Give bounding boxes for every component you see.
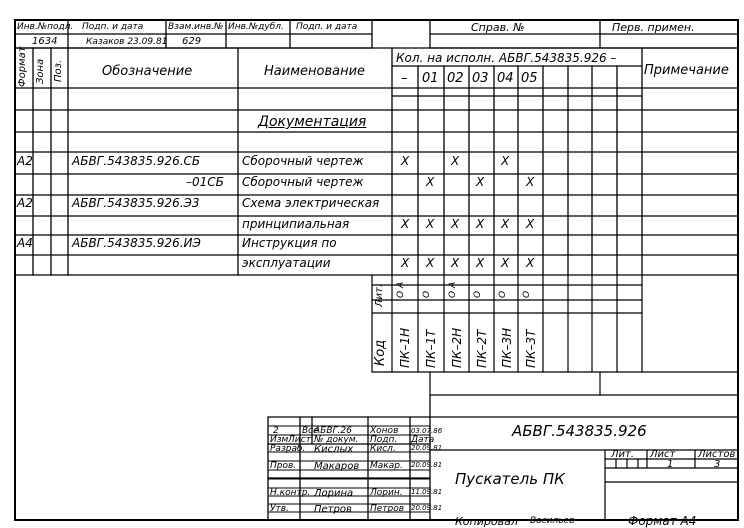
row-designation: АБВГ.543835.926.ИЭ bbox=[72, 236, 201, 250]
inv-podl-label: Инв.№подл. bbox=[17, 22, 74, 32]
person-sign: Макар. bbox=[370, 461, 403, 471]
variants-title: Кол. на исполн. АБВГ.543835.926 – bbox=[396, 51, 617, 65]
podp-data-label: Подп. и дата bbox=[82, 22, 144, 32]
row-name: Сборочный чертеж bbox=[242, 175, 364, 189]
row-name: эксплуатации bbox=[242, 256, 331, 270]
poz-header: Поз. bbox=[53, 59, 64, 82]
person-name: Лорина bbox=[314, 488, 354, 499]
lit-label: Лит. bbox=[374, 283, 385, 307]
row-mark: X bbox=[476, 175, 485, 189]
format-header: Формат bbox=[17, 46, 28, 87]
kod-label: Код bbox=[373, 339, 388, 366]
doc-number: АБВГ.543835.926 bbox=[512, 422, 647, 440]
vzam-inv-label: Взам.инв.№ bbox=[168, 22, 224, 32]
perv-primen-label: Перв. примен. bbox=[612, 21, 695, 34]
variant-header-3: 03 bbox=[472, 71, 489, 86]
row-designation: АБВГ.543835.926.СБ bbox=[72, 154, 201, 168]
variant-header-2: 02 bbox=[447, 71, 464, 86]
change-list: Все bbox=[302, 426, 319, 436]
tb-lit-label: Лит. bbox=[611, 449, 635, 460]
copied-sign: Васильев bbox=[530, 516, 575, 526]
person-date: 20.09.81 bbox=[411, 444, 443, 452]
person-name: Кислых bbox=[314, 444, 354, 455]
variant-header-4: 04 bbox=[497, 71, 514, 86]
format-label: Формат А4 bbox=[628, 514, 697, 528]
person-sign: Лорин. bbox=[370, 488, 403, 498]
zona-header: Зона bbox=[35, 58, 46, 84]
tb-sheets-label: Листов bbox=[698, 449, 736, 460]
name-header: Наименование bbox=[264, 64, 366, 79]
podp-data2-label: Подп. и дата bbox=[296, 22, 358, 32]
person-name: Макаров bbox=[314, 461, 360, 472]
podp-data-value: Казаков 23.09.81 bbox=[86, 37, 168, 47]
row-mark: X bbox=[426, 217, 435, 231]
row-name: Инструкция по bbox=[242, 236, 337, 250]
note-header: Примечание bbox=[644, 63, 729, 78]
variant-header-1: 01 bbox=[422, 71, 439, 86]
hdr-sign: Подп. bbox=[370, 435, 398, 445]
row-mark: X bbox=[501, 217, 510, 231]
row-mark: X bbox=[501, 154, 510, 168]
kod-value: ПК–3Н bbox=[500, 327, 514, 368]
change-sign: Хонов bbox=[370, 426, 399, 436]
copied-label: Копировал bbox=[455, 515, 518, 528]
tb-sheets-value: 3 bbox=[714, 459, 721, 470]
person-role: Пров. bbox=[270, 461, 297, 471]
product-name: Пускатель ПК bbox=[455, 470, 565, 488]
person-role: Утв. bbox=[270, 504, 289, 514]
vzam-inv-value: 629 bbox=[182, 36, 202, 47]
hdr-list: Лист bbox=[288, 435, 311, 445]
row-name: принципиальная bbox=[242, 217, 350, 231]
person-sign: Кисл. bbox=[370, 444, 396, 454]
kod-value: ПК–3Т bbox=[524, 329, 538, 368]
kod-value: ПК–2Т bbox=[475, 329, 489, 368]
row-format: A4 bbox=[17, 236, 33, 250]
row-mark: X bbox=[476, 256, 485, 270]
change-izm: 2 bbox=[273, 426, 279, 436]
person-date: 20.09.81 bbox=[411, 461, 443, 469]
row-name: Сборочный чертеж bbox=[242, 154, 364, 168]
row-mark: X bbox=[526, 217, 535, 231]
person-sign: Петров bbox=[370, 504, 405, 514]
person-date: 11.09.81 bbox=[411, 488, 443, 496]
change-date: 03.07.86 bbox=[411, 427, 443, 435]
hdr-date: Дата bbox=[411, 435, 435, 445]
inv-podl-value: 1634 bbox=[32, 36, 58, 47]
row-format: A2 bbox=[17, 196, 33, 210]
kod-value: ПК–1Н bbox=[398, 327, 412, 368]
variant-header-5: 05 bbox=[521, 71, 538, 86]
hdr-doc: № докум. bbox=[314, 435, 359, 445]
kod-value: ПК–1Т bbox=[424, 329, 438, 368]
row-mark: X bbox=[451, 217, 460, 231]
lit-value: О А bbox=[396, 281, 406, 298]
person-name: Петров bbox=[314, 504, 352, 515]
person-date: 20.09.81 bbox=[411, 504, 443, 512]
row-mark: X bbox=[526, 175, 535, 189]
row-mark: X bbox=[401, 154, 410, 168]
row-mark: X bbox=[451, 256, 460, 270]
row-mark: X bbox=[401, 217, 410, 231]
lit-value: О А bbox=[448, 281, 458, 298]
kod-value: ПК–2Н bbox=[450, 327, 464, 368]
row-format: A2 bbox=[17, 154, 33, 168]
lit-value: О bbox=[473, 290, 483, 298]
row-mark: X bbox=[401, 256, 410, 270]
change-doc: АБВГ.26 bbox=[314, 426, 352, 436]
row-mark: X bbox=[451, 154, 460, 168]
section-title: Документация bbox=[258, 114, 367, 130]
tb-sheet-label: Лист bbox=[650, 449, 676, 460]
inv-dubl-label: Инв.№дубл. bbox=[228, 22, 284, 32]
person-role: Разраб. bbox=[270, 444, 306, 454]
row-designation: АБВГ.543835.926.Э3 bbox=[72, 196, 200, 210]
row-name: Схема электрическая bbox=[242, 196, 380, 210]
row-mark: X bbox=[526, 256, 535, 270]
row-mark: X bbox=[426, 175, 435, 189]
lit-value: О bbox=[522, 290, 532, 298]
person-role: Н.контр. bbox=[270, 488, 311, 498]
lit-value: О bbox=[498, 290, 508, 298]
row-mark: X bbox=[476, 217, 485, 231]
row-mark: X bbox=[501, 256, 510, 270]
lit-value: О bbox=[422, 290, 432, 298]
tb-sheet-value: 1 bbox=[667, 459, 674, 470]
variant-header-0: – bbox=[401, 71, 408, 86]
row-designation: –01СБ bbox=[186, 175, 224, 189]
sprav-label: Справ. № bbox=[471, 21, 525, 34]
designation-header: Обозначение bbox=[102, 64, 193, 79]
row-mark: X bbox=[426, 256, 435, 270]
hdr-izm: Изм bbox=[270, 435, 289, 445]
